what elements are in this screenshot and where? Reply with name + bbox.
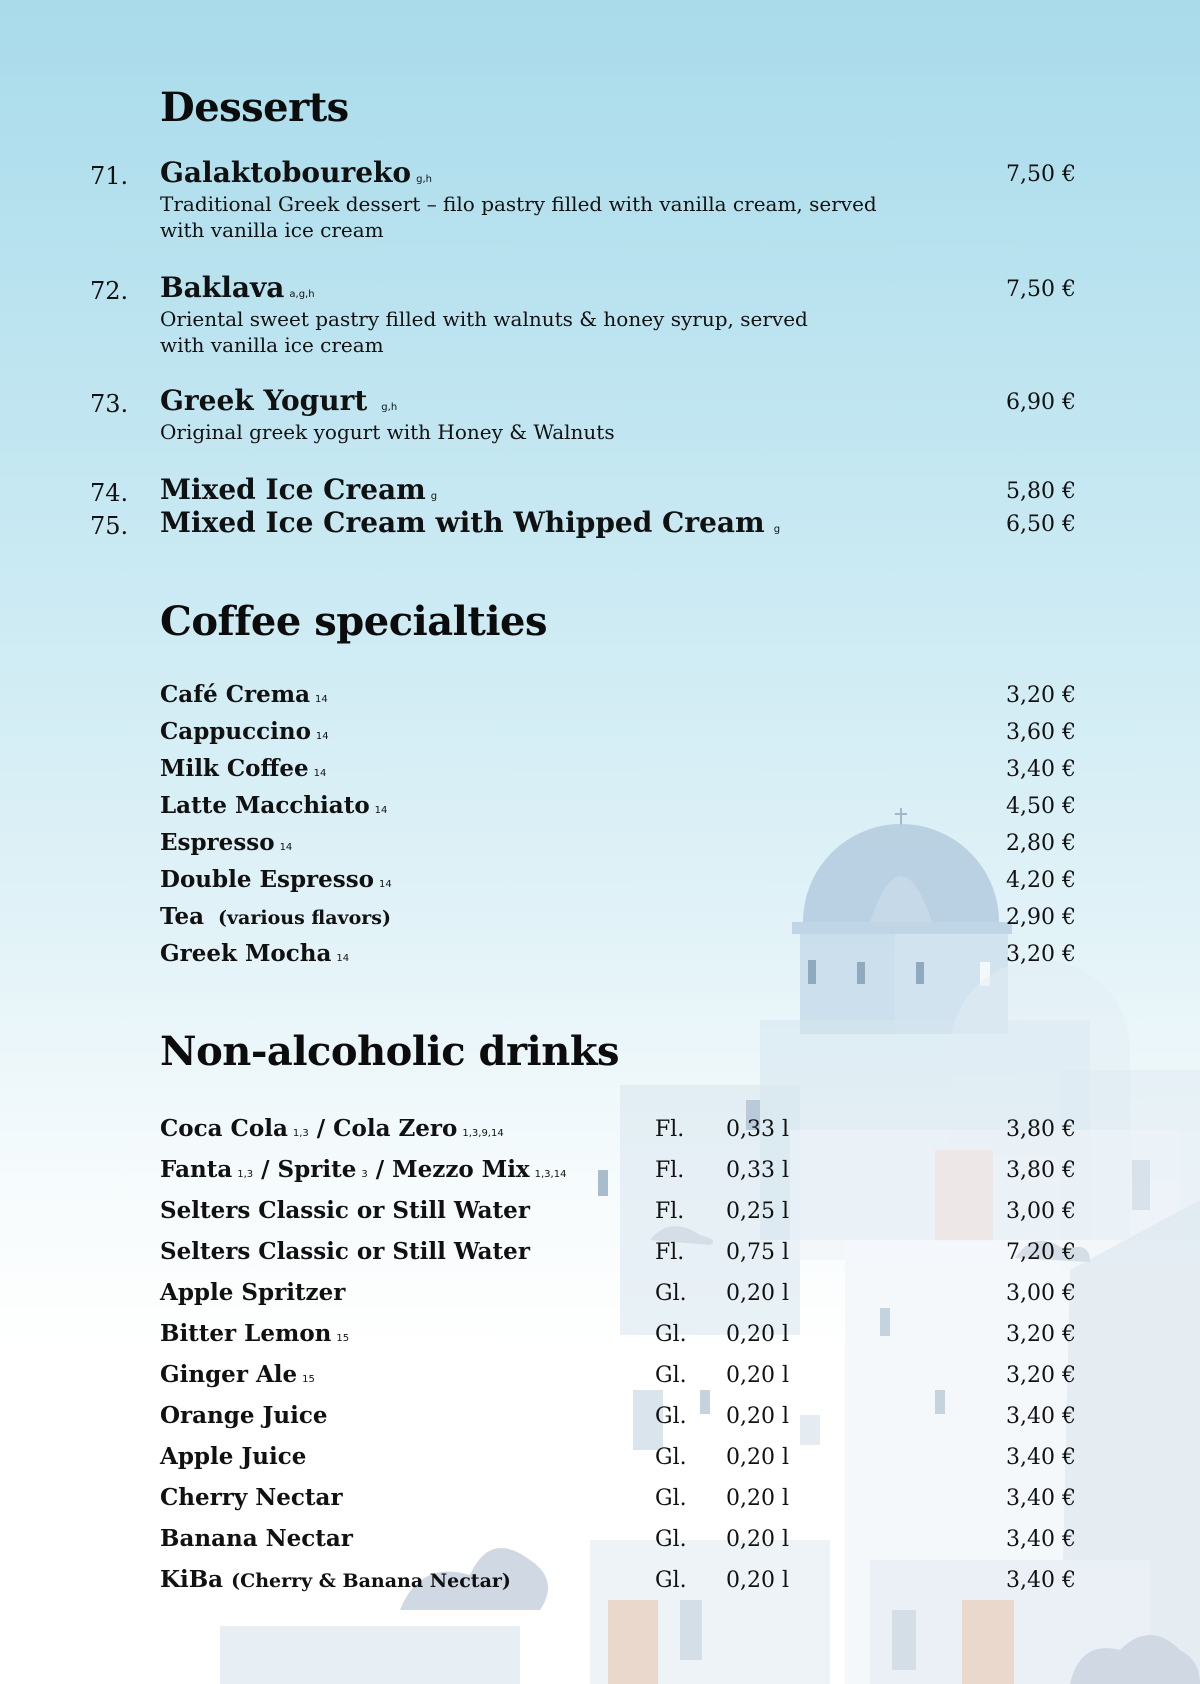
item-note: (Cherry & Banana Nectar): [231, 1570, 511, 1592]
item-name: Café Crema 14: [160, 681, 328, 708]
container-type: Gl.: [655, 1527, 687, 1552]
item-name: Greek Mocha 14: [160, 940, 350, 967]
item-price: 7,50 €: [1006, 162, 1076, 187]
item-price: 3,40 €: [1006, 757, 1076, 782]
drinks-heading: Non-alcoholic drinks: [160, 1028, 620, 1075]
item-description: Original greek yogurt with Honey & Walnuts: [160, 420, 615, 444]
item-price: 7,20 €: [1006, 1240, 1076, 1265]
item-name: Cherry Nectar: [160, 1484, 343, 1511]
volume: 0,20 l: [726, 1322, 790, 1347]
item-price: 2,80 €: [1006, 831, 1076, 856]
container-type: Gl.: [655, 1404, 687, 1429]
item-price: 3,80 €: [1006, 1158, 1076, 1183]
item-name: Espresso 14: [160, 829, 293, 856]
allergen-codes: 14: [315, 731, 329, 742]
volume: 0,20 l: [726, 1486, 790, 1511]
container-type: Gl.: [655, 1486, 687, 1511]
item-price: 3,20 €: [1006, 942, 1076, 967]
allergen-codes: g: [430, 491, 438, 502]
item-price: 3,00 €: [1006, 1281, 1076, 1306]
item-note: (various flavors): [218, 907, 391, 929]
item-name: Coca Cola 1,3 / Cola Zero 1,3,9,14: [160, 1115, 504, 1142]
allergen-codes: g,h: [416, 174, 432, 185]
item-name: Latte Macchiato 14: [160, 792, 388, 819]
item-name: Greek Yogurt g,h: [160, 384, 398, 417]
allergen-codes: g: [773, 524, 781, 535]
item-price: 3,20 €: [1006, 683, 1076, 708]
item-price: 3,60 €: [1006, 720, 1076, 745]
volume: 0,20 l: [726, 1527, 790, 1552]
allergen-codes: a,g,h: [289, 289, 315, 300]
item-price: 3,00 €: [1006, 1199, 1076, 1224]
allergen-codes: 14: [315, 694, 328, 705]
allergen-codes: g,h: [381, 402, 398, 413]
container-type: Fl.: [655, 1240, 685, 1265]
item-description: Oriental sweet pastry filled with walnuts & honey syrup, served with vanilla ice cream: [160, 307, 808, 357]
item-name: Fanta 1,3 / Sprite 3 / Mezzo Mix 1,3,14: [160, 1156, 567, 1183]
item-price: 3,80 €: [1006, 1117, 1076, 1142]
container-type: Gl.: [655, 1281, 687, 1306]
item-number: 74.: [90, 479, 129, 507]
item-name: Tea (various flavors): [160, 903, 391, 930]
item-number: 75.: [90, 512, 129, 540]
allergen-codes: 14: [336, 953, 350, 964]
item-price: 4,50 €: [1006, 794, 1076, 819]
container-type: Gl.: [655, 1322, 687, 1347]
item-name: Galaktoboureko g,h: [160, 156, 432, 189]
volume: 0,20 l: [726, 1568, 790, 1593]
volume: 0,20 l: [726, 1404, 790, 1429]
item-number: 73.: [90, 390, 129, 418]
item-name: Bitter Lemon 15: [160, 1320, 350, 1347]
item-name: Mixed Ice Cream g: [160, 473, 438, 506]
item-name: Milk Coffee 14: [160, 755, 327, 782]
volume: 0,33 l: [726, 1158, 790, 1183]
item-price: 3,40 €: [1006, 1445, 1076, 1470]
container-type: Gl.: [655, 1445, 687, 1470]
item-name: Ginger Ale 15: [160, 1361, 315, 1388]
item-price: 3,20 €: [1006, 1322, 1076, 1347]
container-type: Fl.: [655, 1158, 685, 1183]
allergen-codes: 14: [374, 805, 388, 816]
container-type: Fl.: [655, 1199, 685, 1224]
volume: 0,20 l: [726, 1281, 790, 1306]
item-price: 3,20 €: [1006, 1363, 1076, 1388]
volume: 0,33 l: [726, 1117, 790, 1142]
item-price: 5,80 €: [1006, 479, 1076, 504]
item-price: 3,40 €: [1006, 1404, 1076, 1429]
item-price: 6,90 €: [1006, 390, 1076, 415]
coffee-heading: Coffee specialties: [160, 598, 547, 645]
desserts-heading: Desserts: [160, 84, 349, 131]
item-price: 3,40 €: [1006, 1568, 1076, 1593]
allergen-codes: 14: [313, 768, 327, 779]
volume: 0,20 l: [726, 1445, 790, 1470]
item-price: 4,20 €: [1006, 868, 1076, 893]
item-name: Mixed Ice Cream with Whipped Cream g: [160, 506, 781, 539]
allergen-codes: 14: [279, 842, 293, 853]
item-number: 72.: [90, 277, 129, 305]
item-number: 71.: [90, 162, 129, 190]
container-type: Gl.: [655, 1568, 687, 1593]
container-type: Fl.: [655, 1117, 685, 1142]
item-price: 6,50 €: [1006, 512, 1076, 537]
item-name: Double Espresso 14: [160, 866, 392, 893]
item-price: 3,40 €: [1006, 1527, 1076, 1552]
item-name: Apple Spritzer: [160, 1279, 346, 1306]
allergen-codes: 14: [379, 879, 392, 890]
item-name: Selters Classic or Still Water: [160, 1238, 530, 1265]
item-name: Cappuccino 14: [160, 718, 329, 745]
item-price: 7,50 €: [1006, 277, 1076, 302]
volume: 0,20 l: [726, 1363, 790, 1388]
item-name: Selters Classic or Still Water: [160, 1197, 530, 1224]
item-name: Banana Nectar: [160, 1525, 353, 1552]
item-name: Apple Juice: [160, 1443, 307, 1470]
item-name: KiBa (Cherry & Banana Nectar): [160, 1566, 511, 1593]
item-description: Traditional Greek dessert – filo pastry filled with vanilla cream, served with vanilla ice cream: [160, 192, 877, 242]
item-price: 2,90 €: [1006, 905, 1076, 930]
item-name: Orange Juice: [160, 1402, 328, 1429]
container-type: Gl.: [655, 1363, 687, 1388]
item-price: 3,40 €: [1006, 1486, 1076, 1511]
volume: 0,75 l: [726, 1240, 790, 1265]
volume: 0,25 l: [726, 1199, 790, 1224]
item-name: Baklava a,g,h: [160, 271, 315, 304]
